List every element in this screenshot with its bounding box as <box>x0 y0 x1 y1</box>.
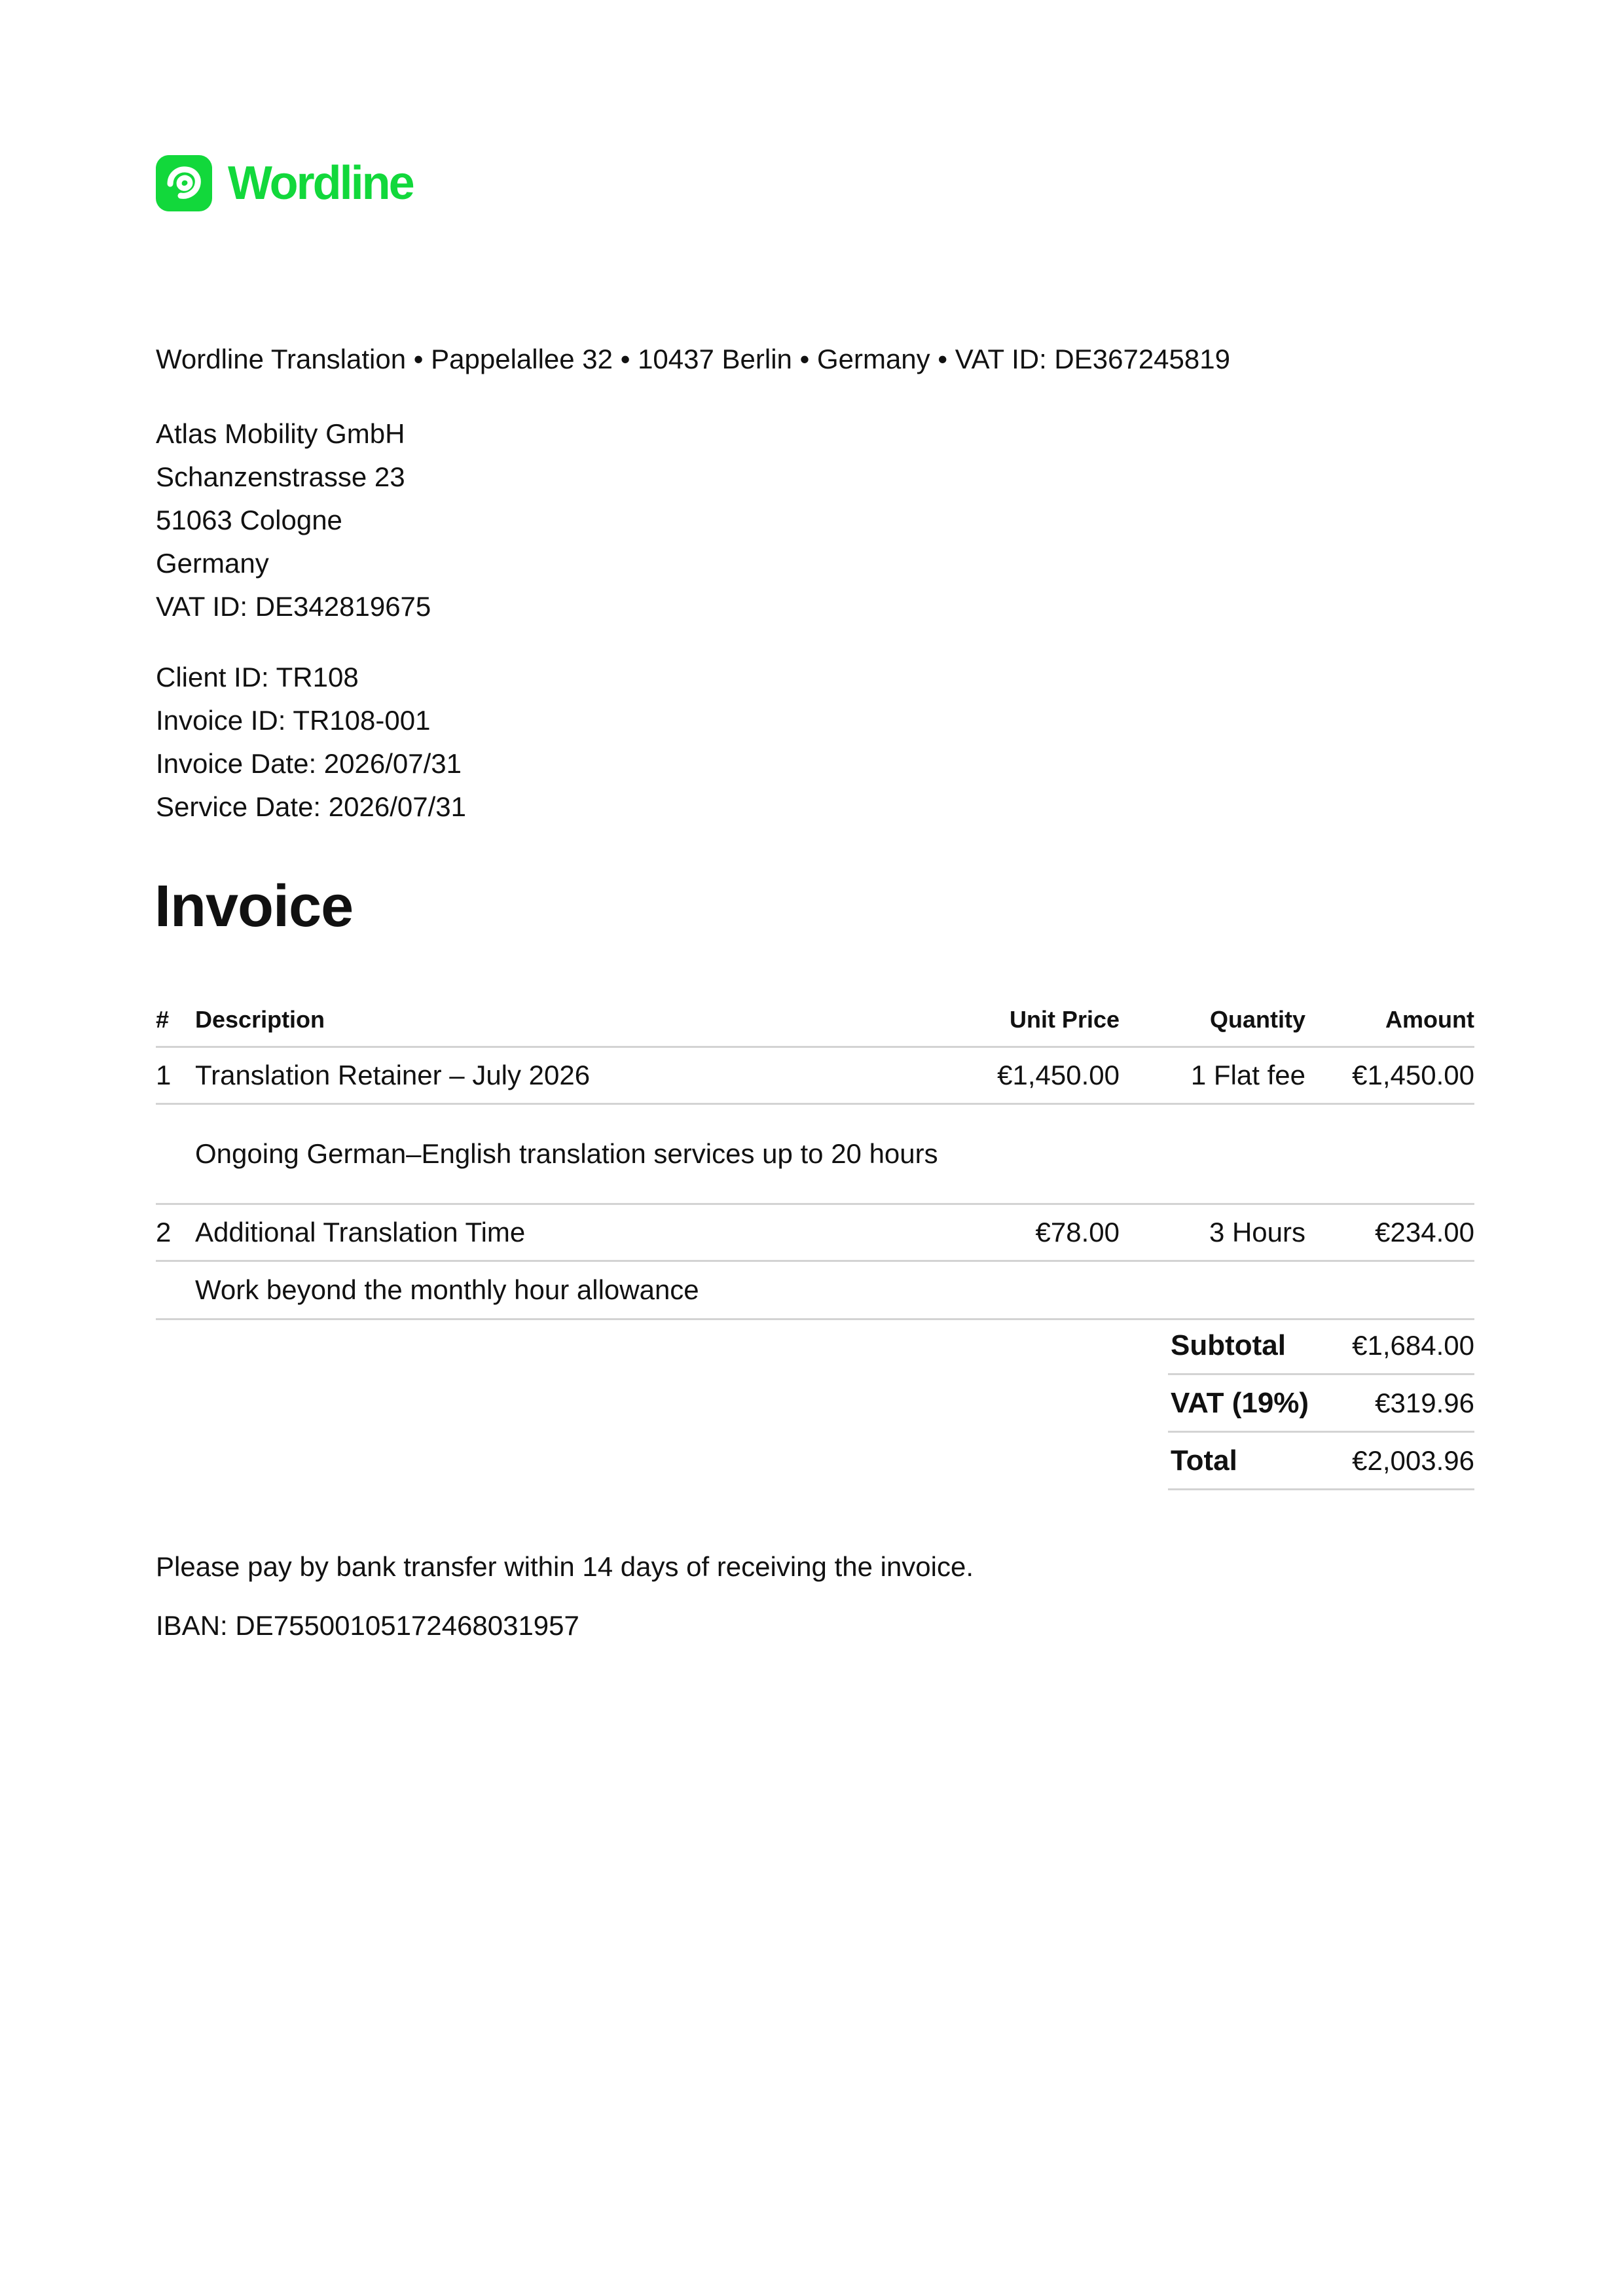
invoice-id: Invoice ID: TR108-001 <box>156 705 431 736</box>
service-date: Service Date: 2026/07/31 <box>156 791 466 822</box>
subtotal-value: €1,684.00 <box>1332 1318 1474 1374</box>
recipient-city: 51063 Cologne <box>156 505 342 535</box>
subtotal-label: Subtotal <box>1168 1318 1332 1374</box>
header-unit-price: Unit Price <box>923 994 1120 1047</box>
item-quantity: 1 Flat fee <box>1120 1047 1305 1104</box>
item-unit-price: €1,450.00 <box>923 1047 1120 1104</box>
vat-value: €319.96 <box>1332 1374 1474 1432</box>
item-note: Work beyond the monthly hour allowance <box>195 1274 699 1305</box>
line-items-table <box>156 994 1474 1320</box>
item-unit-price: €78.00 <box>923 1204 1120 1261</box>
header-number: # <box>156 994 195 1047</box>
recipient-company: Atlas Mobility GmbH <box>156 418 405 449</box>
recipient-country: Germany <box>156 548 269 579</box>
table-row-note <box>156 1104 1474 1204</box>
table-header-row <box>156 994 1474 1047</box>
invoice-meta <box>156 656 466 829</box>
table-row <box>156 1204 1474 1261</box>
item-number: 1 <box>156 1047 195 1104</box>
payment-note: Please pay by bank transfer within 14 days of receiving the invoice. <box>156 1551 974 1582</box>
recipient-address <box>156 412 431 628</box>
invoice-date: Invoice Date: 2026/07/31 <box>156 748 462 779</box>
header-quantity: Quantity <box>1120 994 1305 1047</box>
sender-address-line: Wordline Translation • Pappelallee 32 • 10437 Berlin • Germany • VAT ID: DE367245819 <box>156 344 1230 374</box>
item-note: Ongoing German–English translation services up to 20 hours <box>195 1138 938 1169</box>
page-title: Invoice <box>155 874 354 939</box>
recipient-street: Schanzenstrasse 23 <box>156 461 405 492</box>
table-row-note <box>156 1261 1474 1319</box>
vat-row <box>1168 1374 1474 1432</box>
recipient-vat-id: VAT ID: DE342819675 <box>156 591 431 622</box>
iban: IBAN: DE75500105172468031957 <box>156 1610 579 1641</box>
item-amount: €234.00 <box>1305 1204 1474 1261</box>
client-id: Client ID: TR108 <box>156 662 359 692</box>
item-title: Translation Retainer – July 2026 <box>195 1047 923 1104</box>
header-description: Description <box>195 994 923 1047</box>
item-amount: €1,450.00 <box>1305 1047 1474 1104</box>
subtotal-row <box>1168 1318 1474 1374</box>
table-row <box>156 1047 1474 1104</box>
wordline-logo-icon <box>156 155 212 211</box>
totals-table <box>1168 1318 1474 1490</box>
brand-name: Wordline <box>228 157 413 209</box>
total-row <box>1168 1432 1474 1490</box>
item-quantity: 3 Hours <box>1120 1204 1305 1261</box>
total-value: €2,003.96 <box>1332 1432 1474 1490</box>
item-number: 2 <box>156 1204 195 1261</box>
total-label: Total <box>1168 1432 1332 1490</box>
brand-logo <box>156 154 413 212</box>
item-title: Additional Translation Time <box>195 1204 923 1261</box>
vat-label: VAT (19%) <box>1168 1374 1332 1432</box>
header-amount: Amount <box>1305 994 1474 1047</box>
